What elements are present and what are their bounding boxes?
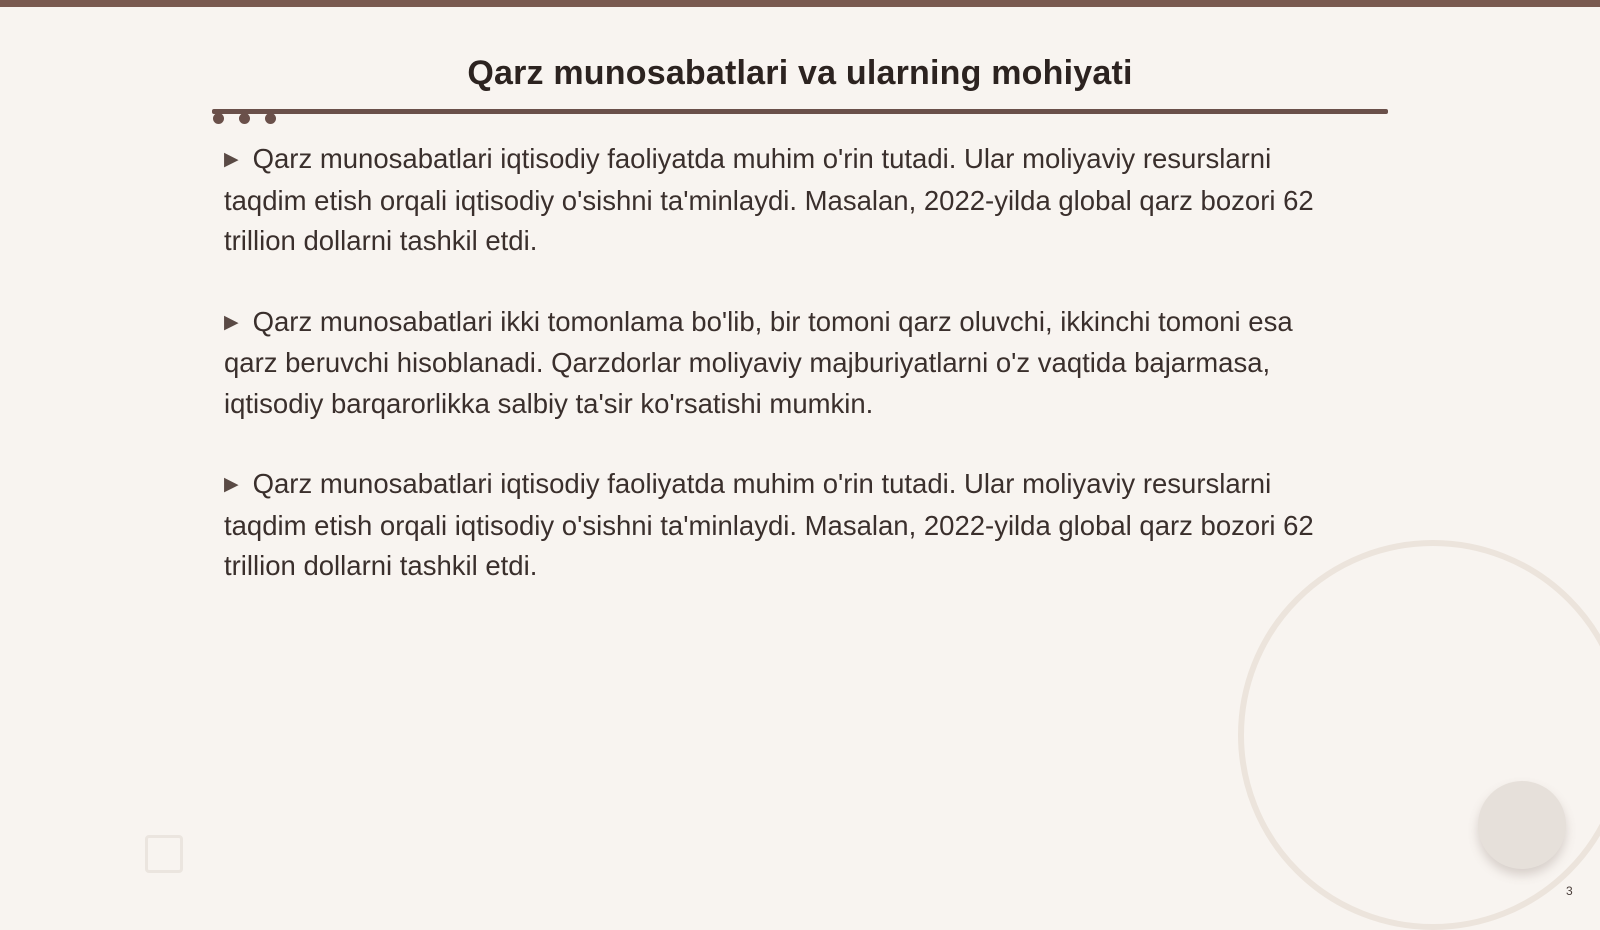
bullet-text: Qarz munosabatlari iqtisodiy faoliyatda muhim o'rin tutadi. Ular moliyaviy resurslarni taqdim etish orqali iqtisodiy o'sishni ta'minlaydi. Masalan, 2022-yilda global qarz bozori 62 trillion dollarni tashkil etdi. — [224, 468, 1314, 581]
page-number: 3 — [1566, 884, 1573, 898]
decorative-disk — [1478, 781, 1566, 869]
underline-dot — [265, 113, 276, 124]
bullet-item — [224, 464, 1344, 587]
triangle-bullet-icon: ▶ — [224, 149, 239, 170]
decorative-ring — [1238, 540, 1600, 930]
title-underline — [212, 109, 1388, 114]
bullet-text: Qarz munosabatlari ikki tomonlama bo'lib, bir tomoni qarz oluvchi, ikkinchi tomoni esa qarz beruvchi hisoblanadi. Qarzdorlar moliyaviy majburiyatlarni o'z vaqtida bajarmasa, iqtisodiy barqarorlikka salbiy ta'sir ko'rsatishi mumkin. — [224, 305, 1293, 419]
slide-title: Qarz munosabatlari va ularning mohiyati — [467, 54, 1133, 92]
bullet-item — [224, 139, 1344, 262]
underline-dot — [213, 113, 224, 124]
bullet-text: Qarz munosabatlari iqtisodiy faoliyatda muhim o'rin tutadi. Ular moliyaviy resurslarni taqdim etish orqali iqtisodiy o'sishni ta'minlaydi. Masalan, 2022-yilda global qarz bozori 62 trillion dollarni tashkil etdi. — [224, 143, 1314, 256]
triangle-bullet-icon: ▶ — [224, 311, 239, 333]
triangle-bullet-icon: ▶ — [224, 474, 239, 495]
top-accent-bar — [0, 0, 1600, 7]
decorative-square — [145, 835, 183, 873]
bullet-list — [224, 139, 1344, 627]
underline-dot — [239, 113, 250, 124]
bullet-item — [224, 302, 1344, 425]
